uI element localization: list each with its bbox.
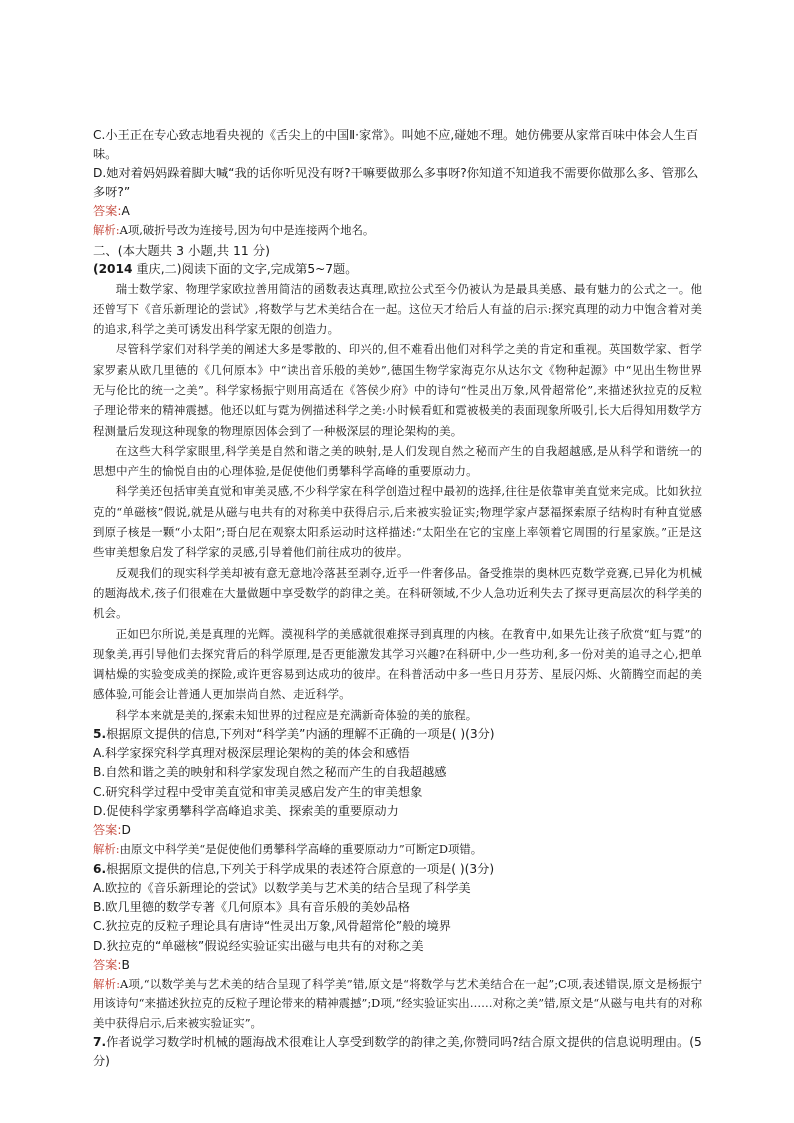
answer-line [93,202,702,221]
question-number: 6. [93,861,107,876]
answer-value: D [121,823,131,838]
source-year: (2014 [93,261,133,276]
source-line [93,260,702,279]
explanation-label: 解析: [93,976,121,991]
passage-paragraph: 科学美还包括审美直觉和审美灵感,不少科学家在科学创造过程中最初的选择,往往是依靠审美直觉来完成。比如狄拉克的“单磁核”假说,就是从磁与电共有的对称美中获得启示,后来被实验证实;物理学家卢瑟福探索原子结构时有种直觉感到原子核是一颗“小太阳”;哥白尼在观察太阳系运动时这样描述:“太阳坐在它的宝座上率领着它周围的行星家族。”正是这些审美想象启发了科学家的灵感,引导着他们前往成功的彼岸。 [93,484,702,560]
question-6-explanation [93,975,702,1034]
explanation-text: A项,破折号改为连接号,因为句中是连接两个地名。 [119,223,375,237]
question-5-answer [93,821,702,840]
passage-paragraph: 科学本来就是美的,探索未知世界的过程应是充满新奇体验的美的旅程。 [115,707,478,722]
passage-paragraph: 瑞士数学家、物理学家欧拉善用简洁的函数表达真理,欧拉公式至今仍被认为是最具美感、最有魅力的公式之一。他还曾写下《音乐新理论的尝试》,将数学与艺术美结合在一起。这位天才给后人有益的启示:探究真理的动力中饱含着对美的追求,科学之美可诱发出科学家无限的创造力。 [93,281,702,337]
question-5-option-b: B.自然和谐之美的映射和科学家发现自然之秘而产生的自我超越感 [93,765,447,780]
explanation-text: A项,“以数学美与艺术美的结合呈现了科学美”错,原文是“将数学与艺术美结合在一起”;C项,表述错误,原文是杨振宁用该诗句“来描述狄拉克的反粒子理论带来的精神震撼”;D项,“经实验证实出……对称之美”错,原文是“从磁与电共有的对称美中获得启示,后来被实验证实”。 [93,976,703,1030]
question-text: 根据原文提供的信息,下列对“科学美”内涵的理解不正确的一项是( )(3分) [106,727,495,742]
option-d-text: D.她对着妈妈跺着脚大喊“我的话你听见没有呀?干嘛要做那么多事呀?你知道不知道我不需要你做那么多、管那么多呀?” [93,166,699,199]
answer-value: A [121,204,130,218]
question-number: 5. [93,727,107,742]
source-rest: 重庆,二)阅读下面的文字,完成第5~7题。 [132,261,358,276]
explanation-text: 由原文中科学美“是促使他们勇攀科学高峰的重要原动力”可断定D项错。 [119,842,483,857]
question-5-option-a: A.科学家探究科学真理对极深层理论架构的美的体会和感悟 [93,746,410,761]
passage-paragraph: 在这些大科学家眼里,科学美是自然和谐之美的映射,是人们发现自然之秘而产生的自我超越感,是从科学和谐统一的思想中产生的愉悦自由的心理体验,是促使他们勇攀科学高峰的重要原动力。 [93,443,702,479]
question-text: 根据原文提供的信息,下列关于科学成果的表述符合原意的一项是( )(3分) [106,861,495,876]
question-6-answer [93,956,702,975]
answer-label: 答案: [93,823,122,838]
answer-label: 答案: [93,957,122,972]
question-6-option-b: B.欧几里德的数学专著《几何原本》具有音乐般的美妙品格 [93,900,410,915]
explanation-line [93,221,702,241]
explanation-label: 解析: [93,223,120,237]
passage-paragraph: 尽管科学家们对科学美的阐述大多是零散的、印兴的,但不难看出他们对科学之美的肯定和重视。英国数学家、哲学家罗素从欧几里德的《几何原本》中“读出音乐般的美妙”,德国生物学家海克尔从达尔文《物种起源》中“见出生物世界无与伦比的统一之美”。科学家杨振宁则用高适在《答侯少府》中的诗句“性灵出万象,风骨超常伦”,来描述狄拉克的反粒子理论带来的精神震撼。他还以虹与霓为例描述科学之美:小时候看虹和霓被极美的表面现象所吸引,长大后得知用数学方程测量后发现这种现象的物理原因体会到了一种极深层的理论架构的美。 [93,342,702,438]
explanation-label: 解析: [93,842,120,857]
question-6-option-a: A.欧拉的《音乐新理论的尝试》以数学美与艺术美的结合呈现了科学美 [93,880,471,895]
answer-label: 答案: [93,204,122,218]
question-6-option-c: C.狄拉克的反粒子理论具有唐诗“性灵出万象,风骨超常伦”般的境界 [93,919,451,934]
passage-paragraph: 正如巴尔所说,美是真理的光辉。漠视科学的美感就很难探寻到真理的内核。在教育中,如果先让孩子欣赏“虹与霓”的现象美,再引导他们去探究背后的科学原理,是否更能激发其学习兴趣?在科研中,少一些功利,多一份对美的追寻之心,把单调枯燥的实验变成美的探险,或许更容易到达成功的彼岸。在科普活动中多一些日月芬芳、星辰闪烁、火箭腾空而起的美感体验,可能会让普通人更加崇尚自然、走近科学。 [93,626,702,702]
question-5-option-c: C.研究科学过程中受审美直觉和审美灵感启发产生的审美想象 [93,784,423,799]
option-c-text: C.小王正在专心致志地看央视的《舌尖上的中国Ⅱ·家常》。叫她不应,碰她不理。她仿佛要从家常百味中体会人生百味。 [93,128,699,161]
answer-value: B [121,957,130,972]
question-5-option-d: D.促使科学家勇攀科学高峰追求美、探索美的重要原动力 [93,803,399,818]
question-number: 7. [93,1035,107,1050]
question-6-option-d: D.狄拉克的“单磁核”假说经实验证实出磁与电共有的对称之美 [93,938,424,953]
section-title: 二、(本大题共 3 小题,共 11 分) [93,242,270,258]
question-5-stem [93,725,702,744]
question-7-stem [93,1033,702,1071]
question-text: 作者说学习数学时机械的题海战术很难让人享受到数学的韵律之美,你赞同吗?结合原文提供的信息说明理由。(5分) [93,1035,702,1069]
question-6-stem [93,860,702,879]
passage-paragraph: 反观我们的现实科学美却被有意无意地冷落甚至剥夺,近乎一件奢侈品。备受推崇的奥林匹克数学竞赛,已异化为机械的题海战术,孩子们很难在大量做题中享受数学的韵律之美。在科研领域,不少人急功近利失去了探寻更高层次的科学美的机会。 [93,565,702,621]
question-5-explanation [93,840,702,860]
